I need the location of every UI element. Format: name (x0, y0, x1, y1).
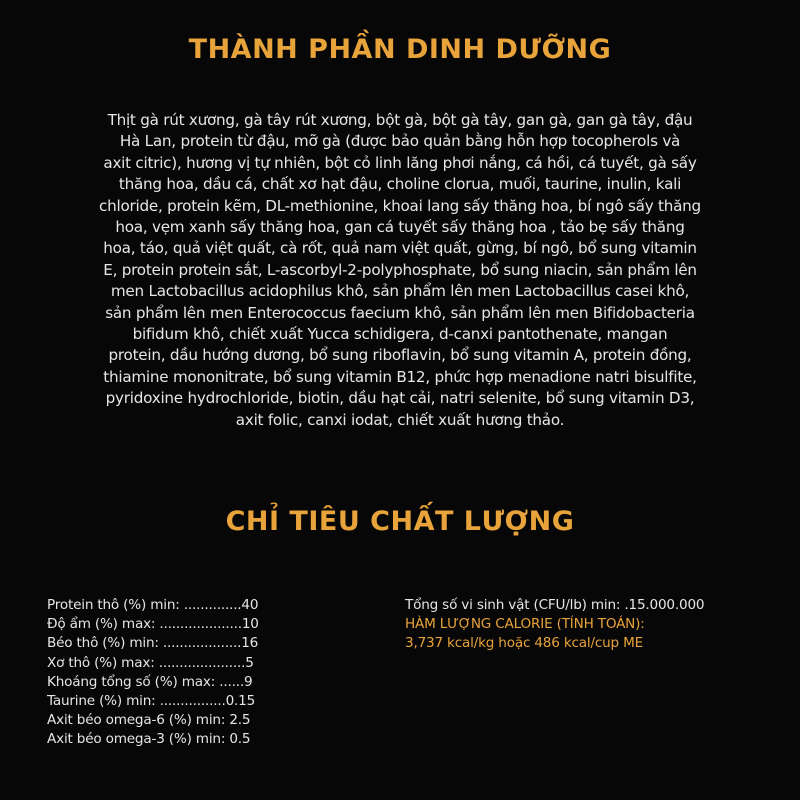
ingredients-line: pyridoxine hydrochloride, biotin, dầu hạt cải, natri selenite, bổ sung vitamin D3, (105, 389, 695, 408)
spec-moisture: Độ ẩm (%) max: ....................10 (47, 616, 259, 633)
ingredients-line: axit citric), hương vị tự nhiên, bột cỏ linh lăng phơi nắng, cá hồi, cá tuyết, gà sấy (103, 153, 697, 172)
spec-protein: Protein thô (%) min: ..............40 (47, 597, 259, 613)
ingredients-line: chloride, protein kẽm, DL-methionine, khoai lang sấy thăng hoa, bí ngô sấy thăng (99, 196, 701, 215)
ingredients-line: sản phẩm lên men Enterococcus faecium khô, sản phẩm lên men Bifidobacteria (105, 303, 695, 322)
ingredients-line: axit folic, canxi iodat, chiết xuất hương thảo. (235, 410, 565, 429)
spec-omega3: Axit béo omega-3 (%) min: 0.5 (47, 731, 251, 748)
spec-taurine: Taurine (%) min: ................0.15 (47, 693, 256, 710)
ingredients-line: thăng hoa, dầu cá, chất xơ hạt đậu, choline clorua, muối, taurine, inulin, kali (118, 175, 682, 194)
ingredients-line: hoa, táo, quả việt quất, cà rốt, quả nam việt quất, gừng, bí ngô, bổ sung vitamin (103, 239, 697, 258)
ingredients-line: men Lactobacillus acidophilus khô, sản phẩm lên men Lactobacillus casei khô, (110, 282, 690, 301)
spec-fiber: Xơ thô (%) max: .....................5 (47, 654, 254, 671)
ingredients-line: protein, dầu hướng dương, bổ sung riboflavin, bổ sung vitamin A, protein đồng, (108, 346, 692, 365)
calorie-value: 3,737 kcal/kg hoặc 486 kcal/cup ME (405, 635, 644, 652)
quality-spec-extra (405, 596, 785, 654)
spec-microbe-count: Tổng số vi sinh vật (CFU/lb) min: .15.000.000 (405, 597, 705, 613)
ingredients-line: hoa, vẹm xanh sấy thăng hoa, gan cá tuyết sấy thăng hoa , tảo bẹ sấy thăng (115, 218, 685, 237)
ingredients-line: Thịt gà rút xương, gà tây rút xương, bột gà, bột gà tây, gan gà, gan gà tây, đậu (107, 111, 693, 129)
quality-spec-list (47, 596, 367, 750)
ingredients-line: thiamine mononitrate, bổ sung vitamin B12, phức hợp menadione natri bisulfite, (103, 367, 697, 386)
spec-fat: Béo thô (%) min: ...................16 (47, 635, 259, 652)
ingredients-line: bifidum khô, chiết xuất Yucca schidigera, d-canxi pantothenate, mangan (132, 325, 668, 344)
ingredients-line: Hà Lan, protein từ đậu, mỡ gà (được bảo quản bằng hỗn hợp tocopherols và (119, 132, 681, 151)
spec-ash: Khoáng tổng số (%) max: ......9 (47, 673, 253, 690)
ingredients-heading: THÀNH PHẦN DINH DƯỠNG (188, 34, 612, 65)
calorie-label: HÀM LƯỢNG CALORIE (TÍNH TOÁN): (405, 616, 645, 633)
ingredients-text (30, 110, 770, 431)
quality-heading: CHỈ TIÊU CHẤT LƯỢNG (225, 506, 575, 537)
spec-omega6: Axit béo omega-6 (%) min: 2.5 (47, 712, 251, 729)
ingredients-line: E, protein protein sắt, L-ascorbyl-2-polyphosphate, bổ sung niacin, sản phẩm lên (103, 260, 697, 279)
